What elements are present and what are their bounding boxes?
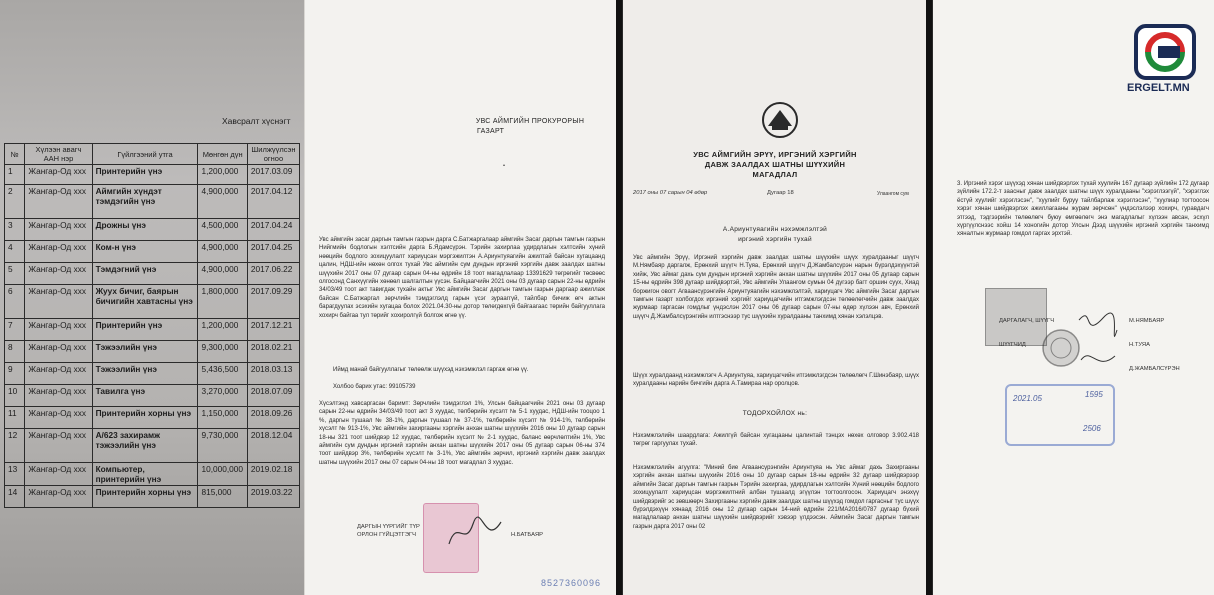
- header-amount: Мөнгөн дүн: [198, 144, 247, 165]
- header-purpose: Гүйлгээний утга: [92, 144, 198, 165]
- row-recipient: Жангар-Од ххх: [25, 263, 92, 285]
- row-purpose: Тэжээлийн үнэ: [92, 363, 198, 385]
- presiding-judge-role: ДАРГАЛАГЧ, ШҮҮГЧ: [999, 318, 1055, 324]
- row-amount: 1,200,000: [198, 165, 247, 185]
- judge-name-2: Н.ТУЯА: [1129, 342, 1150, 348]
- row-recipient: Жангар-Од ххх: [25, 319, 92, 341]
- row-purpose: Тэмдэгний үнэ: [92, 263, 198, 285]
- row-number: 4: [5, 241, 25, 263]
- row-number: 14: [5, 486, 25, 508]
- document-3-court-ruling-page: [622, 0, 926, 595]
- row-recipient: Жангар-Од ххх: [25, 486, 92, 508]
- state-emblem-icon: [758, 100, 802, 140]
- row-recipient: Жангар-Од ххх: [25, 165, 92, 185]
- row-date: 2019.03.22: [247, 486, 299, 508]
- barcode-number: 8527360096: [541, 578, 602, 588]
- row-purpose: Принтерийн хорны үнэ: [92, 486, 198, 508]
- court-title-line1: УВС АЙМГИЙН ЭРҮҮ, ИРГЭНИЙ ХЭРГИЙН: [693, 150, 857, 159]
- row-recipient: Жангар-Од ххх: [25, 429, 92, 463]
- row-amount: 9,300,000: [198, 341, 247, 363]
- row-recipient: Жангар-Од ххх: [25, 219, 92, 241]
- row-number: 1: [5, 165, 25, 185]
- row-number: 3: [5, 219, 25, 241]
- header-date: Шилжүүлсэн огноо: [247, 144, 299, 165]
- court-title-line3: МАГАДЛАЛ: [752, 170, 798, 179]
- dot-mark: •: [503, 163, 506, 169]
- row-purpose: Аймгийн хүндэт тэмдэгийн үнэ: [92, 185, 198, 219]
- row-number: 10: [5, 385, 25, 407]
- table-title: Хавсралт хүснэгт: [222, 116, 291, 126]
- row-amount: 5,436,500: [198, 363, 247, 385]
- table-row: [5, 429, 300, 463]
- row-date: 2018.12.04: [247, 429, 299, 463]
- table-row: [5, 486, 300, 508]
- row-date: 2017.06.22: [247, 263, 299, 285]
- table-row: [5, 241, 300, 263]
- table-row: [5, 407, 300, 429]
- row-purpose: Тэжээлийн үнэ: [92, 341, 198, 363]
- receipt-stamp-number-2: 2506: [1083, 424, 1101, 433]
- ruling-subject-line1: А.Ариунтуяагийн нэхэмжлэлтэй: [722, 226, 828, 233]
- letter-contact: Холбоо барих утас: 99105739: [333, 384, 416, 390]
- table-row: [5, 219, 300, 241]
- ruling-number: Дугаар 18: [767, 190, 794, 196]
- row-purpose: Компьютер, принтерийн үнэ: [92, 463, 198, 486]
- receipt-stamp-number: 1595: [1085, 390, 1103, 399]
- letter-paragraph-2: Иймд манай байгууллагыг төлөөлж шүүхэд нэхэмжлэл гаргаж өгнө үү.: [333, 367, 529, 373]
- row-number: 6: [5, 285, 25, 319]
- row-number: 12: [5, 429, 25, 463]
- letter-paragraph-1: Увс аймгийн засаг даргын тамгын газрын дарга С.Батжаргалаар аймгийн Засаг даргын тамгын газрын Нийгмийн бодлогын хэлтсийн дарга Б.Ядамсүрэн. Тэрийн захирлаа удирдлагын хэлтсийн хүний нөөцийн бодлого зохицуулалт хариуцсан мэргэжилтэн А.Ариунтуяагийн ажилтай байсан хугацаанд цалин, НДШ-ийн нөхөн олгох тухай Увс аймгийн сум дундын иргэний хэргийн давж заалдах шатны шүүхийн 2017 оны 07 дугаар сарын 04-ны өдрийн 18 тоот магадлалаар 13391629 төгрөгийг төсвөөс олгосонд Санхүүгийн хөнөөл шалгалтын үүсэн. Байцаагчийн 2021 оны 03 дугаар сарын 22-ны өдрийн 34/03/49 тоот акт тавигдаж тухайн актыг Увс аймгийн Засаг даргын тамгын газрын даргаар ажиллаж байсан С.Батжаргал зөрчлийн тэмдэглэлд гарын үсэг зурааггүй, тайлбар бичиж өгч актын барагдуулах эсэхийн хугацаа болох 2021.04.30-ны дотор төлөгдөхгүй байгаагаас төрийн байгууллага хохирч байгаа тул төрийг хохиролгүй болгож өгнө үү.: [319, 237, 605, 319]
- row-purpose: Ком-н үнэ: [92, 241, 198, 263]
- row-purpose: Жуух бичиг, баярын бичигийн хавтасны үнэ: [92, 285, 198, 319]
- transactions-table: [4, 143, 300, 508]
- table-row: [5, 285, 300, 319]
- signature-role-line1: ДАРГЫН ҮҮРГИЙГ ТҮР: [357, 524, 420, 530]
- ruling-paragraph-2: Шүүх хуралдаанд нэхэмжлэгч А.Ариунтуяа, хариуцагчийн итгэмжлэгдсэн төлөөлөгч Г.Шинэбаяр, шүүх хуралдааны нарийн бичгийн дарга А.Тамираа нар оролцов.: [633, 373, 919, 388]
- appeal-rights-paragraph: 3. Иргэний хэрэг шүүхэд хянан шийдвэрлэх тухай хуулийн 167 дугаар зүйлийн 172 дугаар зүйлийн 172.2-т заасныг давж заалдах шатны шүүх хуралдааны "хэрэглээгүй", "хэрэглэх ёстүй хуулийг хэрэглэсэн", "хуулийг буруу тайлбарлаж хэрэглэсэн", "хуулиар тогтоосон хэрэг хянан шийдвэрлэх ажиллагааны журам зөрчсөн" үндэслэлээр хохирч, гуравдагч этгээд, тэдгээрийн төлөөлөгч буюу өмгөөлөгч энэ магадлалыг хүлээн авсан, эсхүл хүргүүлснээс хойш 14 хоногийн дотор Улсын Дээд шүүхийн иргэний хэргийн танхимд хяналтын журмаар гомдол гаргах эрхтэй.: [957, 181, 1209, 238]
- letter-recipient-line1: УВС АЙМГИЙН ПРОКУРОРЫН: [475, 118, 585, 125]
- row-number: 2: [5, 185, 25, 219]
- row-amount: 4,900,000: [198, 185, 247, 219]
- row-number: 11: [5, 407, 25, 429]
- table-row: [5, 385, 300, 407]
- row-recipient: Жангар-Од ххх: [25, 385, 92, 407]
- row-date: 2017.12.21: [247, 319, 299, 341]
- row-date: 2018.03.13: [247, 363, 299, 385]
- ruling-paragraph-4: Нэхэмжлэлийн агуулга: "Миний бие Агваансүрэнгийн Ариунтуяа нь Увс аймаг дахь Захиргааны хэргийн анхан шатны шүүхийн 2016 оны 10 дугаар сарын 18-ны өдрийн 32 дугаар шийдвэрээр аймгийн Засаг даргын тамгын газрын Тэрийн захиргаа, удирдлагын хэлтсийн Хүний нөөцийн бодлого зохицуулалт хариуцсан мэргэжилтний албан тушаалд эгүүлэн тогтоолгосон. Хариуцагч энэхүү шийдвэрийг эс зөвшөөрч Захиргааны хэргийн давж заалдах шатны шүүхэд гомдол гаргасныг тус шүүх бүрэлдэхүүн хянаад 2016 оны 12 дугаар сарын 14-ний өдрийн 221/МА2016/0787 дугаар бүхий магадлалаар анхан шатны шүүхийн шийдвэрийг хэвээр үлдээсэн. Аймгийн Засаг даргын тамгын газрын дарга 2017 оны 02: [633, 465, 919, 530]
- row-date: 2018.09.26: [247, 407, 299, 429]
- ruling-paragraph-1: Увс аймгийн Эрүү, Иргэний хэргийн давж заалдах шатны шүүхийн шүүх хуралдааныг шүүгч М.Нямбаяр даргалж, Ерөнхий шүүгч Н.Туяа, Ерөнхий шүүгч Д.Жамбалсүрэн нарын бүрэлдэхүүнтэй хийж, Увс аймаг дахь сум дундын иргэний хэргийн анхан шатны шүүхийн 2017 оны 05 дугаар сарын 15-ны өдрийн 398 дугаар шийдвэртэй, Увс аймгийн Улаангом сумын 04 дүгээр багт оршин суух, Хиад боржигон овогт Агваансүрэнгийн Ариунтуяагийн нэхэмжлэлтэй, хариуцагч Увс аймгийн Засаг даргын тамгын газарт холбогдох иргэний хэргийг хариуцагчийн итгэмжлэгдсэн төлөөлөгчийн давж заалдах журмаар гаргасан гомдлыг үндэслэн 2017 оны 06 дугаар сарын 07-ны өдөр хүлээн авч, Ерөнхий шүүгч Д.Жамбалсүрэнгийн илтгэснээр тус шүүхийн хуралдааны танхимд хянан хэлэлцэв.: [633, 255, 919, 320]
- table-row: [5, 463, 300, 486]
- ruling-place: Улаангом сум: [877, 191, 909, 197]
- row-recipient: Жангар-Од ххх: [25, 363, 92, 385]
- row-purpose: Дрожны үнэ: [92, 219, 198, 241]
- row-number: 7: [5, 319, 25, 341]
- row-recipient: Жангар-Од ххх: [25, 185, 92, 219]
- ruling-subject-line2: иргэний хэргийн тухай: [738, 236, 812, 243]
- letter-attachments: Хүсэлтэнд хавсаргасан баримт: Зөрчлийн тэмдэглэл 1%, Улсын байцаагчийн 2021 оны 03 дугаар сарын 22-ны өдрийн 34/03/49 тоот акт 3 хуудас, төлбөрийн хүсэлт № 5-1 хуудас, НДШ-ийн тооцоо 1 %, даргын тушаал № 38-1%, даргын тушаал № 37-1%, төлбөрийн хүсэлт № 914-1%, төлбөрийн хүсэлт № 913-1%, Увс аймгийн захиргааны хэргийн анхан шатны шүүхийн 2016 оны 10 дугаар сарын 18-ны 321 тоот шийдвэр 12 хуудас, төлбөрийн хүсэлт № 2-1 хуудас, баланс өөрчлөлтийн 1%, Увс аймгийн сум дундын иргэний хэргийн анхан шатны шүүхийн 2017 оны 05 дугаар сарын 06-ны 374 тоот шийдвэр 3%, төлбөрийн хүсэлт № 3-1%, Увс аймгийн зөрчил, иргэний хэргийн давж заалдах шатны шүүхийн 2017 оны 07 сарын 04-ны 18 тоот магадлал 3 хуудас.: [319, 401, 605, 466]
- receipt-stamp-date: 2021.05: [1013, 394, 1042, 403]
- row-number: 13: [5, 463, 25, 486]
- row-date: 2018.02.21: [247, 341, 299, 363]
- row-amount: 3,270,000: [198, 385, 247, 407]
- row-date: 2017.09.29: [247, 285, 299, 319]
- row-number: 9: [5, 363, 25, 385]
- document-2-letter-page: [304, 0, 616, 595]
- ruling-paragraph-3: Нэхэмжлэлийн шаардлага: Ажилгүй байсан хугацааны цалинтай тэнцэх нөхөх олговор 3.902.418 төгрөг гаргуулах тухай.: [633, 433, 919, 448]
- row-amount: 1,200,000: [198, 319, 247, 341]
- row-recipient: Жангар-Од ххх: [25, 241, 92, 263]
- table-row: [5, 165, 300, 185]
- judges-role: ШҮҮГЧИД: [999, 342, 1026, 348]
- signature-scribble-icon: [445, 514, 505, 554]
- court-stamp: [985, 288, 1047, 346]
- row-date: 2017.04.24: [247, 219, 299, 241]
- document-1-table-page: [0, 0, 304, 595]
- signature-role-line2: ОРЛОН ГҮЙЦЭТГЭГЧ: [357, 532, 416, 538]
- ruling-date: 2017 оны 07 сарын 04 өдөр: [633, 190, 708, 196]
- row-amount: 1,150,000: [198, 407, 247, 429]
- presiding-judge-name: М.НЯМБАЯР: [1129, 318, 1165, 324]
- table-body: [5, 165, 300, 508]
- court-title-line2: ДАВЖ ЗААЛДАХ ШАТНЫ ШҮҮХИЙН: [704, 160, 846, 169]
- table-header-row: [5, 144, 300, 165]
- row-amount: 10,000,000: [198, 463, 247, 486]
- letter-recipient-line2: ГАЗАРТ: [477, 128, 505, 135]
- row-recipient: Жангар-Од ххх: [25, 407, 92, 429]
- row-amount: 1,800,000: [198, 285, 247, 319]
- row-date: 2017.04.12: [247, 185, 299, 219]
- ergelt-logo-icon: [1134, 24, 1196, 80]
- row-purpose: А/623 захирамж тэжээлийн үнэ: [92, 429, 198, 463]
- row-purpose: Принтерийн хорны үнэ: [92, 407, 198, 429]
- row-amount: 815,000: [198, 486, 247, 508]
- row-date: 2017.03.09: [247, 165, 299, 185]
- row-amount: 9,730,000: [198, 429, 247, 463]
- ergelt-brand-text: ERGELT.MN: [1127, 82, 1190, 94]
- row-purpose: Принтерийн үнэ: [92, 165, 198, 185]
- row-recipient: Жангар-Од ххх: [25, 463, 92, 486]
- table-row: [5, 341, 300, 363]
- signature-scribble-icon: [1073, 300, 1123, 380]
- row-recipient: Жангар-Од ххх: [25, 285, 92, 319]
- table-row: [5, 319, 300, 341]
- row-date: 2017.04.25: [247, 241, 299, 263]
- header-number: №: [5, 144, 25, 165]
- row-number: 8: [5, 341, 25, 363]
- ruling-section-heading: ТОДОРХОЙЛОХ нь:: [742, 410, 808, 417]
- row-date: 2018.07.09: [247, 385, 299, 407]
- judge-name-3: Д.ЖАМБАЛСҮРЭН: [1129, 366, 1180, 372]
- row-amount: 4,900,000: [198, 263, 247, 285]
- row-recipient: Жангар-Од ххх: [25, 341, 92, 363]
- header-recipient: Хүлээн авагч ААН нэр: [25, 144, 92, 165]
- row-number: 5: [5, 263, 25, 285]
- row-purpose: Тавилга үнэ: [92, 385, 198, 407]
- row-purpose: Принтерийн үнэ: [92, 319, 198, 341]
- row-amount: 4,900,000: [198, 241, 247, 263]
- table-row: [5, 363, 300, 385]
- row-amount: 4,500,000: [198, 219, 247, 241]
- table-row: [5, 263, 300, 285]
- table-row: [5, 185, 300, 219]
- row-date: 2019.02.18: [247, 463, 299, 486]
- signature-name: Н.БАТБАЯР: [511, 532, 544, 538]
